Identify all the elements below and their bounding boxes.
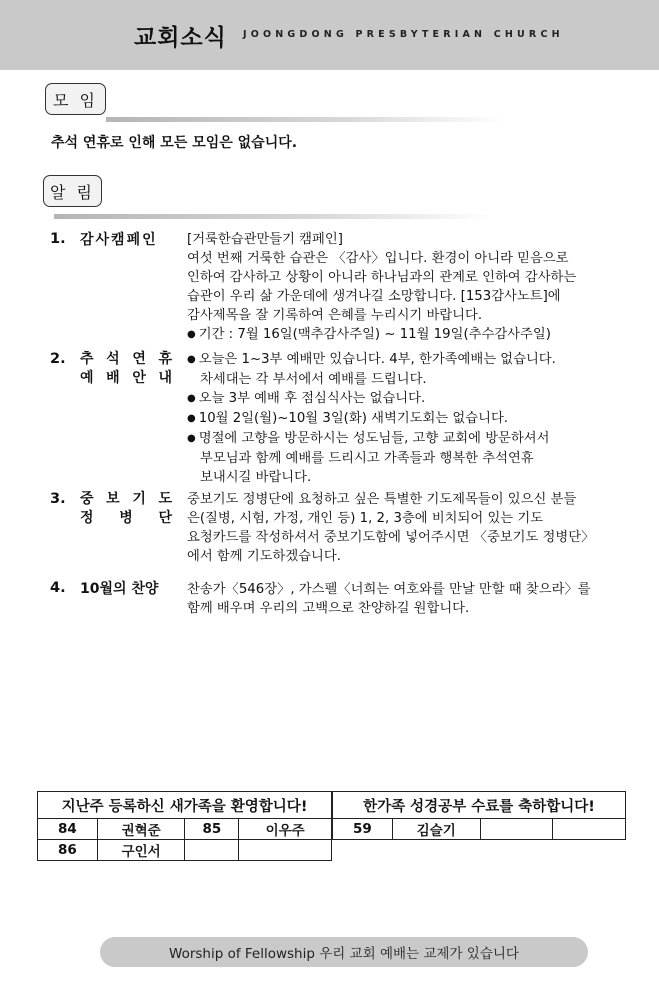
label-char: 배	[106, 370, 120, 386]
table-row	[38, 819, 332, 840]
welcome-table	[37, 791, 332, 861]
table-cell	[480, 819, 553, 840]
label-char: 중	[80, 491, 94, 507]
label-char: 안	[132, 370, 146, 386]
table-cell: 85	[185, 819, 239, 840]
label-char: 석	[106, 351, 120, 367]
label-char: 병	[119, 510, 133, 526]
body-line: 부모님과 함께 예배를 드리시고 가족들과 행복한 추석연휴	[200, 451, 534, 466]
label-char: 내	[158, 370, 172, 386]
section-divider	[106, 117, 506, 122]
meetings-notice: 추석 연휴로 인해 모든 모임은 없습니다.	[51, 135, 298, 151]
table-cell: 김슬기	[392, 819, 480, 840]
header-banner	[0, 0, 659, 70]
item-label: 감사캠페인	[80, 232, 158, 248]
label-char: 기	[132, 491, 146, 507]
welcome-table-title: 지난주 등록하신 새가족을 환영합니다!	[38, 792, 332, 819]
table-cell: 이우주	[239, 819, 332, 840]
table-row	[333, 819, 626, 840]
item-number: 4.	[50, 580, 66, 596]
item-body	[187, 350, 627, 487]
body-line: ● 오늘은 1~3부 예배만 있습니다. 4부, 한가족예배는 없습니다.	[187, 350, 627, 370]
item-body	[187, 490, 627, 566]
item-body	[187, 580, 627, 618]
label-char: 휴	[158, 351, 172, 367]
table-cell: 84	[38, 819, 98, 840]
body-line: 감사제목을 잘 기록하여 은혜를 누리시기 바랍니다.	[187, 308, 483, 323]
body-line: ● 명절에 고향을 방문하시는 성도님들, 고향 교회에 방문하셔서	[187, 429, 627, 449]
body-line: 중보기도 정병단에 요청하고 싶은 특별한 기도제목들이 있으신 분들	[187, 492, 577, 507]
label-char: 정	[80, 510, 94, 526]
item-number: 2.	[50, 351, 66, 367]
body-line: ● 기간 : 7월 16일(맥추감사주일) ~ 11월 19일(추수감사주일)	[187, 325, 627, 345]
congrats-table-title: 한가족 성경공부 수료를 축하합니다!	[333, 792, 626, 819]
meetings-heading: 모 임	[45, 83, 106, 115]
label-char: 예	[80, 370, 94, 386]
table-cell: 구인서	[97, 840, 185, 861]
item-label	[80, 490, 172, 528]
page-title: 교회소식	[134, 25, 227, 51]
congrats-table	[332, 791, 626, 840]
table-cell: 86	[38, 840, 98, 861]
body-line: 보내시길 바랍니다.	[200, 470, 312, 485]
table-cell: 권혁준	[97, 819, 185, 840]
label-char: 보	[106, 491, 120, 507]
footer-text: Worship of Fellowship 우리 교회 예배는 교제가 있습니다	[169, 946, 519, 962]
table-row	[38, 840, 332, 861]
item-number: 3.	[50, 491, 66, 507]
body-line: 습관이 우리 삶 가운데에 생겨나길 소망합니다. [153감사노트]에	[187, 289, 561, 304]
body-line: 여섯 번째 거룩한 습관은 〈감사〉입니다. 환경이 아니라 믿음으로	[187, 251, 569, 266]
body-line: 인하여 감사하고 상황이 아니라 하나님과의 관계로 인하여 감사하는	[187, 270, 577, 285]
table-cell: 59	[333, 819, 393, 840]
body-line: ● 오늘 3부 예배 후 점심식사는 없습니다.	[187, 389, 627, 409]
table-cell	[185, 840, 239, 861]
body-line: 은(질병, 시험, 가정, 개인 등) 1, 2, 3층에 비치되어 있는 기도	[187, 511, 544, 526]
body-line: [거룩한습관만들기 캠페인]	[187, 232, 343, 247]
section-divider	[54, 214, 494, 219]
label-char: 도	[158, 491, 172, 507]
footer-banner	[100, 937, 588, 967]
table-cell	[239, 840, 332, 861]
item-label: 10월의 찬양	[80, 581, 159, 597]
church-name: JOONGDONG PRESBYTERIAN CHURCH	[243, 29, 564, 40]
body-line: ● 10월 2일(월)~10월 3일(화) 새벽기도회는 없습니다.	[187, 409, 627, 429]
label-char: 추	[80, 351, 94, 367]
announcements-heading: 알 림	[43, 175, 102, 207]
label-char: 단	[158, 510, 172, 526]
body-line: 찬송가〈546장〉, 가스펠〈너희는 여호와를 만날 만할 때 찾으라〉를	[187, 582, 591, 597]
body-line: 차세대는 각 부서에서 예배를 드립니다.	[200, 372, 427, 387]
item-label	[80, 350, 172, 388]
body-line: 함께 배우며 우리의 고백으로 찬양하길 원합니다.	[187, 601, 470, 616]
item-body	[187, 230, 627, 345]
body-line: 요청카드를 작성하셔서 중보기도함에 넣어주시면 〈중보기도 정병단〉	[187, 530, 595, 545]
table-cell	[553, 819, 626, 840]
label-char: 연	[132, 351, 146, 367]
item-number: 1.	[50, 231, 66, 247]
body-line: 에서 함께 기도하겠습니다.	[187, 549, 341, 564]
